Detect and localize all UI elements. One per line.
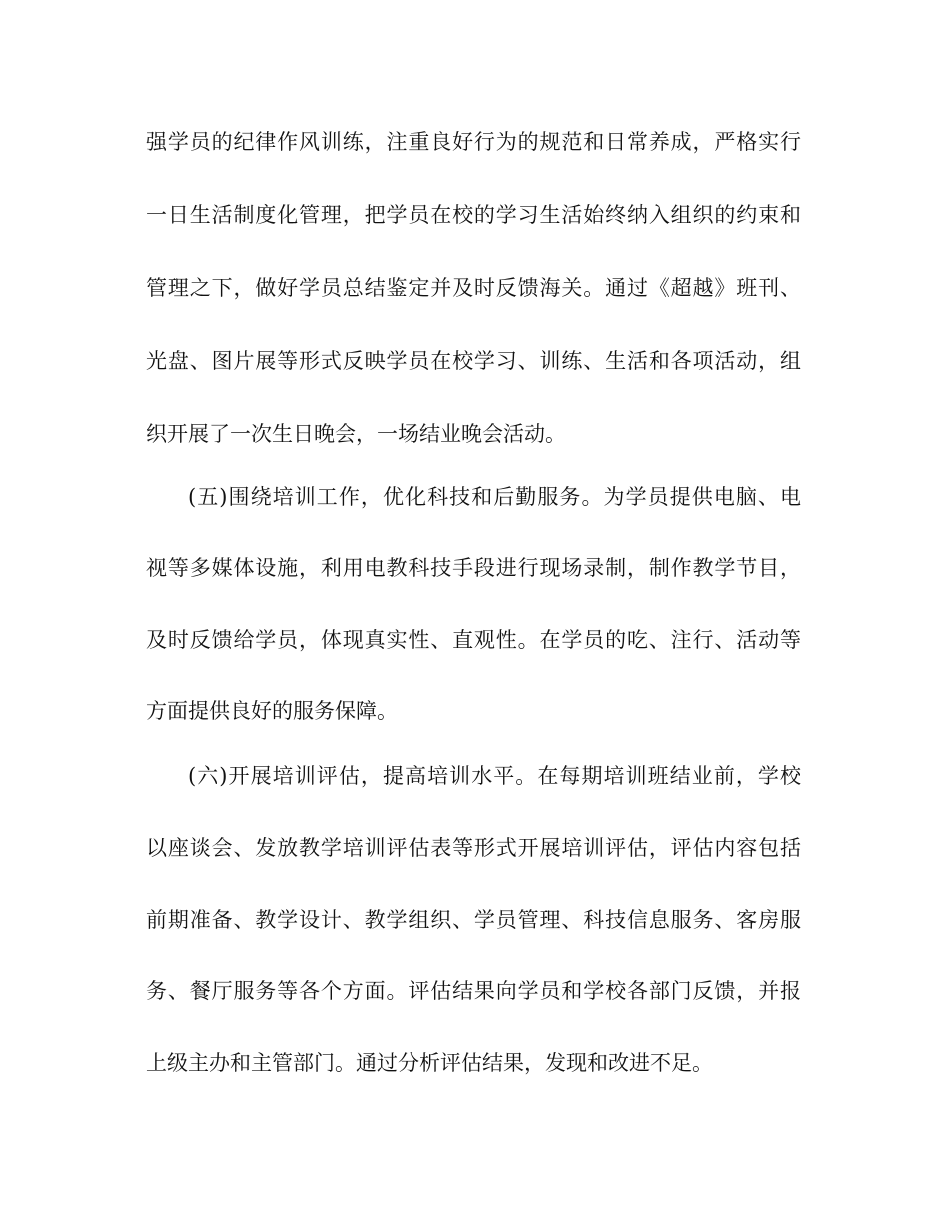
paragraph-line: 以座谈会、发放教学培训评估表等形式开展培训评估，评估内容包括 — [146, 836, 801, 860]
paragraph-line: 方面提供良好的服务保障。 — [146, 699, 398, 723]
paragraph-line: 光盘、图片展等形式反映学员在校学习、训练、生活和各项活动，组 — [146, 349, 801, 373]
paragraph-line: 管理之下，做好学员总结鉴定并及时反馈海关。通过《超越》班刊、 — [146, 276, 801, 300]
paragraph-line: 前期准备、教学设计、教学组织、学员管理、科技信息服务、客房服 — [146, 908, 801, 932]
paragraph-line: (六)开展培训评估，提高培训水平。在每期培训班结业前，学校 — [188, 764, 801, 788]
paragraph-line: 及时反馈给学员，体现真实性、直观性。在学员的吃、注行、活动等 — [146, 628, 801, 652]
paragraph-line: 务、餐厅服务等各个方面。评估结果向学员和学校各部门反馈，并报 — [146, 979, 801, 1003]
paragraph-line: (五)围绕培训工作，优化科技和后勤服务。为学员提供电脑、电 — [188, 485, 801, 509]
paragraph-line: 织开展了一次生日晚会，一场结业晚会活动。 — [146, 422, 566, 446]
paragraph-line: 一日生活制度化管理，把学员在校的学习生活始终纳入组织的约束和 — [146, 203, 801, 227]
paragraph-line: 强学员的纪律作风训练，注重良好行为的规范和日常养成，严格实行 — [146, 130, 801, 154]
paragraph-line: 上级主办和主管部门。通过分析评估结果，发现和改进不足。 — [146, 1051, 713, 1075]
paragraph-line: 视等多媒体设施，利用电教科技手段进行现场录制，制作教学节目， — [146, 556, 801, 580]
